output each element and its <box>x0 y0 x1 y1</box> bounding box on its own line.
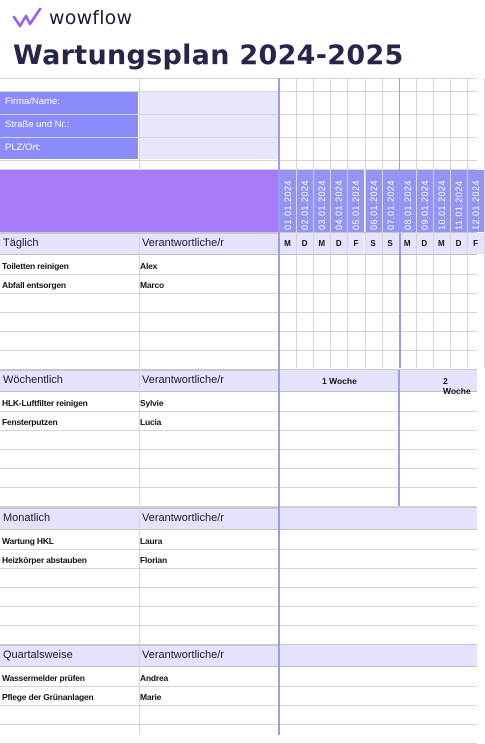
date-label: 02.01.2024 <box>300 179 311 230</box>
date-label: 10.01.2024 <box>436 179 447 230</box>
column-divider <box>139 78 140 170</box>
weekday-label: D <box>301 239 308 248</box>
task-name: HLK-Luftfilter reinigen <box>2 398 88 408</box>
period-header-bg <box>280 508 477 529</box>
weekday-label: F <box>473 239 479 248</box>
day-divider <box>467 78 468 233</box>
grid-rule <box>0 78 477 79</box>
column-divider <box>139 508 140 644</box>
address-label: Straße und Nr.: <box>5 119 70 130</box>
task-name: Fensterputzen <box>2 417 58 427</box>
date-label: 03.01.2024 <box>317 179 328 230</box>
day-divider <box>399 78 400 233</box>
task-name: Heizkörper abstauben <box>2 555 87 565</box>
day-divider <box>433 78 434 233</box>
page-title: Wartungsplan 2024-2025 <box>13 40 404 71</box>
address-label: Firma/Name: <box>5 96 60 107</box>
grid-rule <box>0 91 477 92</box>
day-divider <box>416 78 417 233</box>
day-divider <box>330 78 331 233</box>
section-title: Monatlich <box>3 512 51 524</box>
day-divider <box>330 233 331 368</box>
grid-rule <box>0 160 477 161</box>
grid-rule <box>0 114 477 115</box>
day-divider <box>416 233 417 368</box>
task-responsible: Sylvie <box>140 398 164 408</box>
responsible-header: Verantwortliche/r <box>142 237 224 249</box>
address-label: PLZ/Ort: <box>5 142 41 153</box>
week-divider <box>398 370 400 506</box>
day-divider <box>313 233 314 368</box>
brand-logo <box>12 6 132 30</box>
responsible-header: Verantwortliche/r <box>142 649 224 661</box>
task-name: Wartung HKL <box>2 536 54 546</box>
day-divider <box>365 233 366 368</box>
week-label: 1 Woche <box>322 376 357 386</box>
day-divider <box>365 78 366 233</box>
task-responsible: Andrea <box>140 673 169 683</box>
weekday-label: M <box>318 239 326 248</box>
date-label: 08.01.2024 <box>402 179 413 230</box>
day-divider <box>467 233 468 368</box>
column-divider <box>139 370 140 506</box>
task-responsible: Lucia <box>140 417 162 427</box>
date-label: 11.01.2024 <box>454 180 464 230</box>
section-title: Täglich <box>3 237 39 249</box>
weekday-label: D <box>421 239 428 248</box>
section-title: Quartalsweise <box>3 649 73 661</box>
day-divider <box>347 78 348 233</box>
task-responsible: Laura <box>140 536 163 546</box>
maintenance-spreadsheet <box>0 78 482 735</box>
responsible-header: Verantwortliche/r <box>142 512 224 524</box>
date-label: 12.01.2024 <box>471 179 482 230</box>
date-label: 07.01.2024 <box>385 179 396 230</box>
weekday-label: D <box>455 239 462 248</box>
task-responsible: Marie <box>140 692 162 702</box>
day-divider <box>450 78 451 233</box>
column-divider <box>139 645 140 735</box>
section-header-rule <box>0 666 477 667</box>
weekday-label: M <box>284 239 291 248</box>
day-divider <box>433 233 434 368</box>
day-divider <box>347 233 348 368</box>
wowflow-logo-icon <box>12 7 42 29</box>
task-name: Wassermelder prüfen <box>2 673 85 683</box>
period-header-bg <box>280 645 477 666</box>
day-divider <box>313 78 314 233</box>
task-name: Pflege der Grünanlagen <box>2 692 94 702</box>
section-header-rule <box>0 391 477 392</box>
task-name: Toiletten reinigen <box>2 261 69 271</box>
column-divider <box>139 233 140 368</box>
address-input-panel[interactable] <box>140 91 278 159</box>
day-divider <box>450 233 451 368</box>
responsible-header: Verantwortliche/r <box>142 374 224 386</box>
day-divider <box>382 233 383 368</box>
weekday-label: M <box>403 239 411 248</box>
weekday-label: D <box>335 239 342 248</box>
grid-rule <box>0 137 477 138</box>
section-header-rule <box>0 529 477 530</box>
task-responsible: Marco <box>140 280 165 290</box>
weekday-label: S <box>370 239 376 248</box>
date-label: 04.01.2024 <box>334 179 345 230</box>
header-band <box>0 170 278 232</box>
date-label: 01.01.2024 <box>283 179 293 230</box>
date-label: 06.01.2024 <box>368 179 379 230</box>
day-divider <box>296 78 297 233</box>
day-divider <box>382 78 383 233</box>
weekday-label: F <box>353 239 359 248</box>
brand-name: wowflow <box>49 7 133 29</box>
grid-rule <box>0 169 477 170</box>
day-divider <box>296 233 297 368</box>
weekday-label: M <box>438 239 445 248</box>
section-header-rule <box>0 254 477 255</box>
task-responsible: Alex <box>140 261 158 271</box>
task-name: Abfall entsorgen <box>2 280 66 290</box>
task-responsible: Florian <box>140 555 167 565</box>
weekday-label: S <box>387 239 393 248</box>
day-divider <box>399 233 401 368</box>
date-label: 09.01.2024 <box>419 179 430 230</box>
section-title: Wöchentlich <box>3 374 63 386</box>
date-label: 05.01.2024 <box>351 179 362 230</box>
week-label: 2 Woche <box>443 376 471 396</box>
calendar-start-divider <box>278 78 280 735</box>
